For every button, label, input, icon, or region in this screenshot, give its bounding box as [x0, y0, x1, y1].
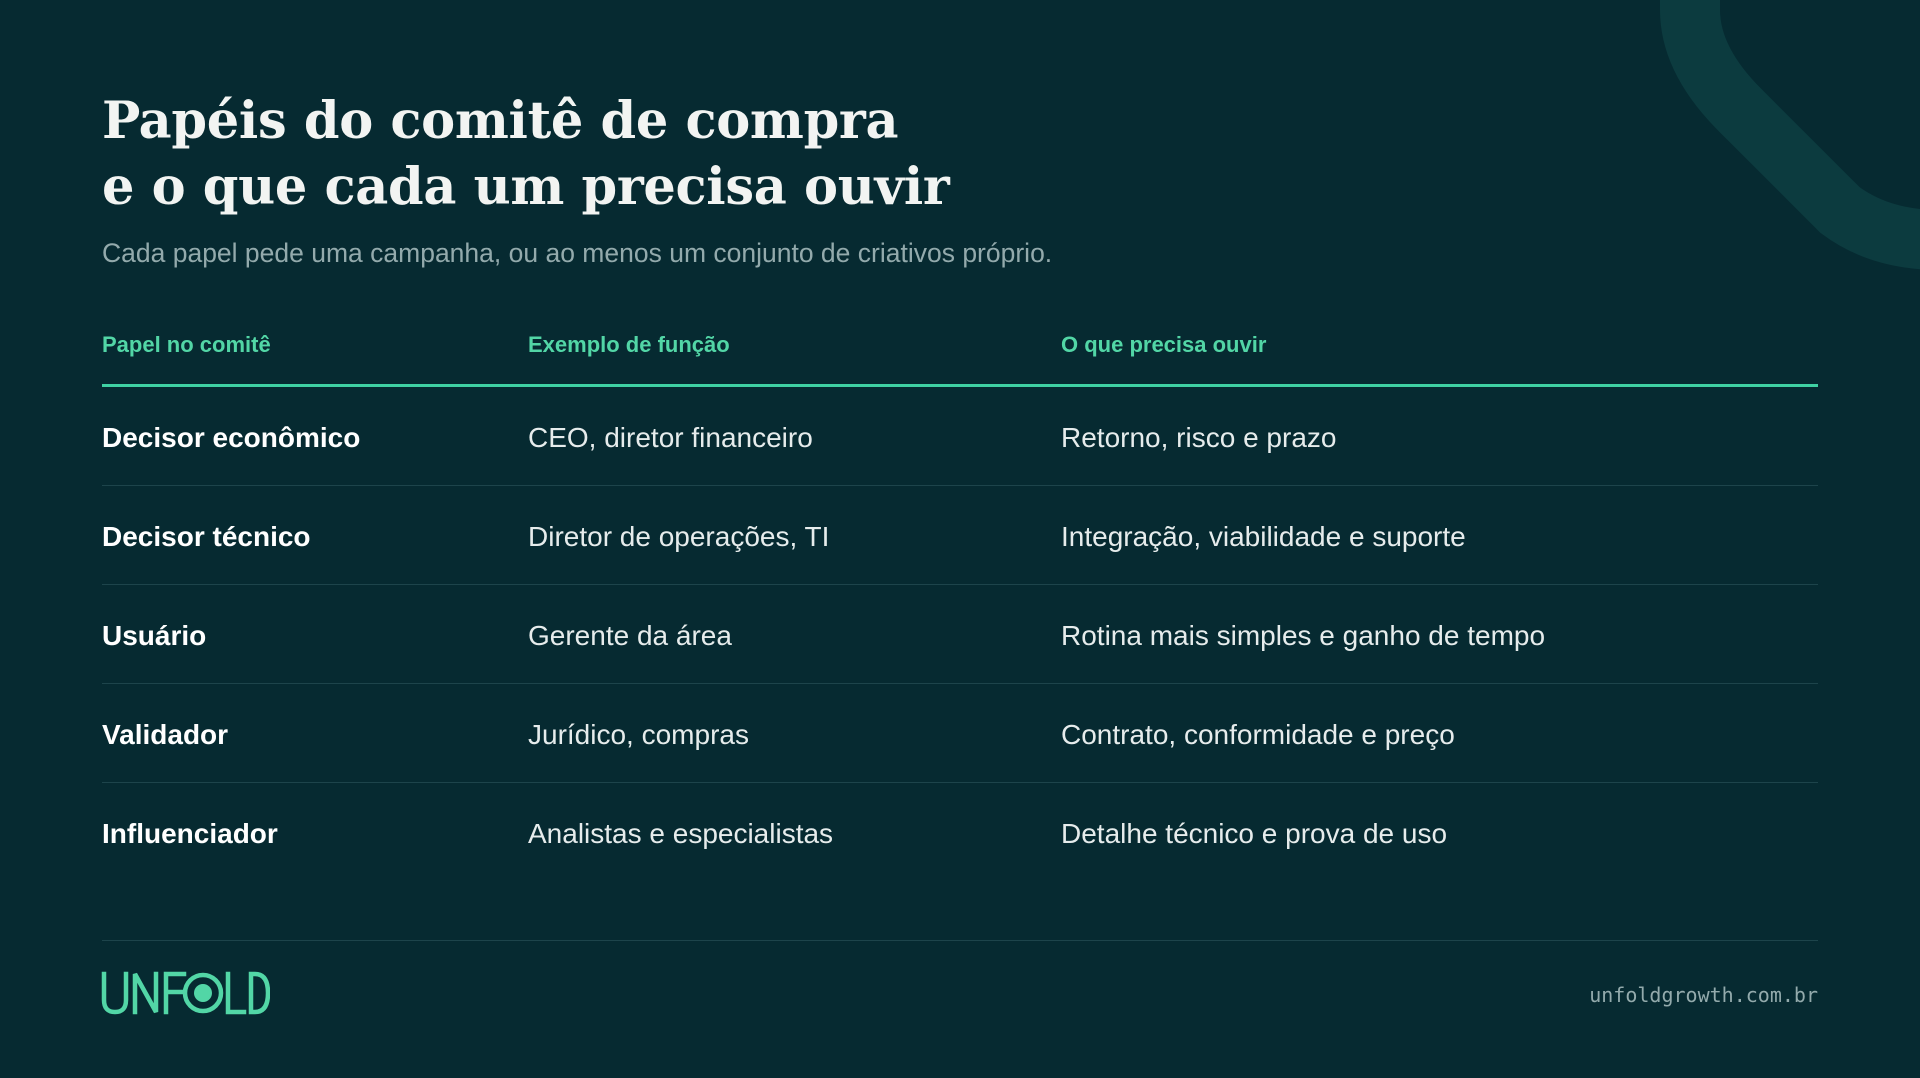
- row-message: Rotina mais simples e ganho de tempo: [1061, 620, 1546, 651]
- unfold-logo: [100, 968, 270, 1018]
- table-row: [102, 387, 1818, 486]
- table-row: [102, 585, 1818, 684]
- row-message: Integração, viabilidade e suporte: [1061, 521, 1466, 552]
- row-function: Analistas e especialistas: [528, 818, 834, 849]
- row-role: Decisor técnico: [102, 521, 311, 552]
- row-role: Decisor econômico: [102, 422, 361, 453]
- table-row: [102, 486, 1818, 585]
- table-row: [102, 783, 1818, 881]
- row-message: Detalhe técnico e prova de uso: [1061, 818, 1448, 849]
- row-role: Influenciador: [102, 818, 278, 849]
- row-function: CEO, diretor financeiro: [528, 422, 813, 453]
- column-header-function: Exemplo de função: [528, 332, 730, 357]
- roles-table: [102, 326, 1818, 881]
- row-message: Contrato, conformidade e preço: [1061, 719, 1455, 750]
- column-header-role: Papel no comitê: [102, 332, 271, 357]
- row-role: Usuário: [102, 620, 207, 651]
- row-function: Gerente da área: [528, 620, 732, 651]
- column-header-message: O que precisa ouvir: [1061, 332, 1267, 357]
- footer-divider: [102, 940, 1818, 941]
- table-row: [102, 684, 1818, 783]
- row-role: Validador: [102, 719, 229, 750]
- website-url: unfoldgrowth.com.br: [1589, 983, 1818, 1007]
- row-function: Jurídico, compras: [528, 719, 749, 750]
- row-function: Diretor de operações, TI: [528, 521, 830, 552]
- page-subtitle: Cada papel pede uma campanha, ou ao menos um conjunto de criativos próprio.: [102, 238, 1053, 268]
- row-message: Retorno, risco e prazo: [1061, 422, 1337, 453]
- title-line-1: Papéis do comitê de compra: [102, 91, 899, 151]
- table-header: [102, 326, 1818, 387]
- page-title: [102, 88, 949, 220]
- title-line-2: e o que cada um precisa ouvir: [102, 157, 950, 217]
